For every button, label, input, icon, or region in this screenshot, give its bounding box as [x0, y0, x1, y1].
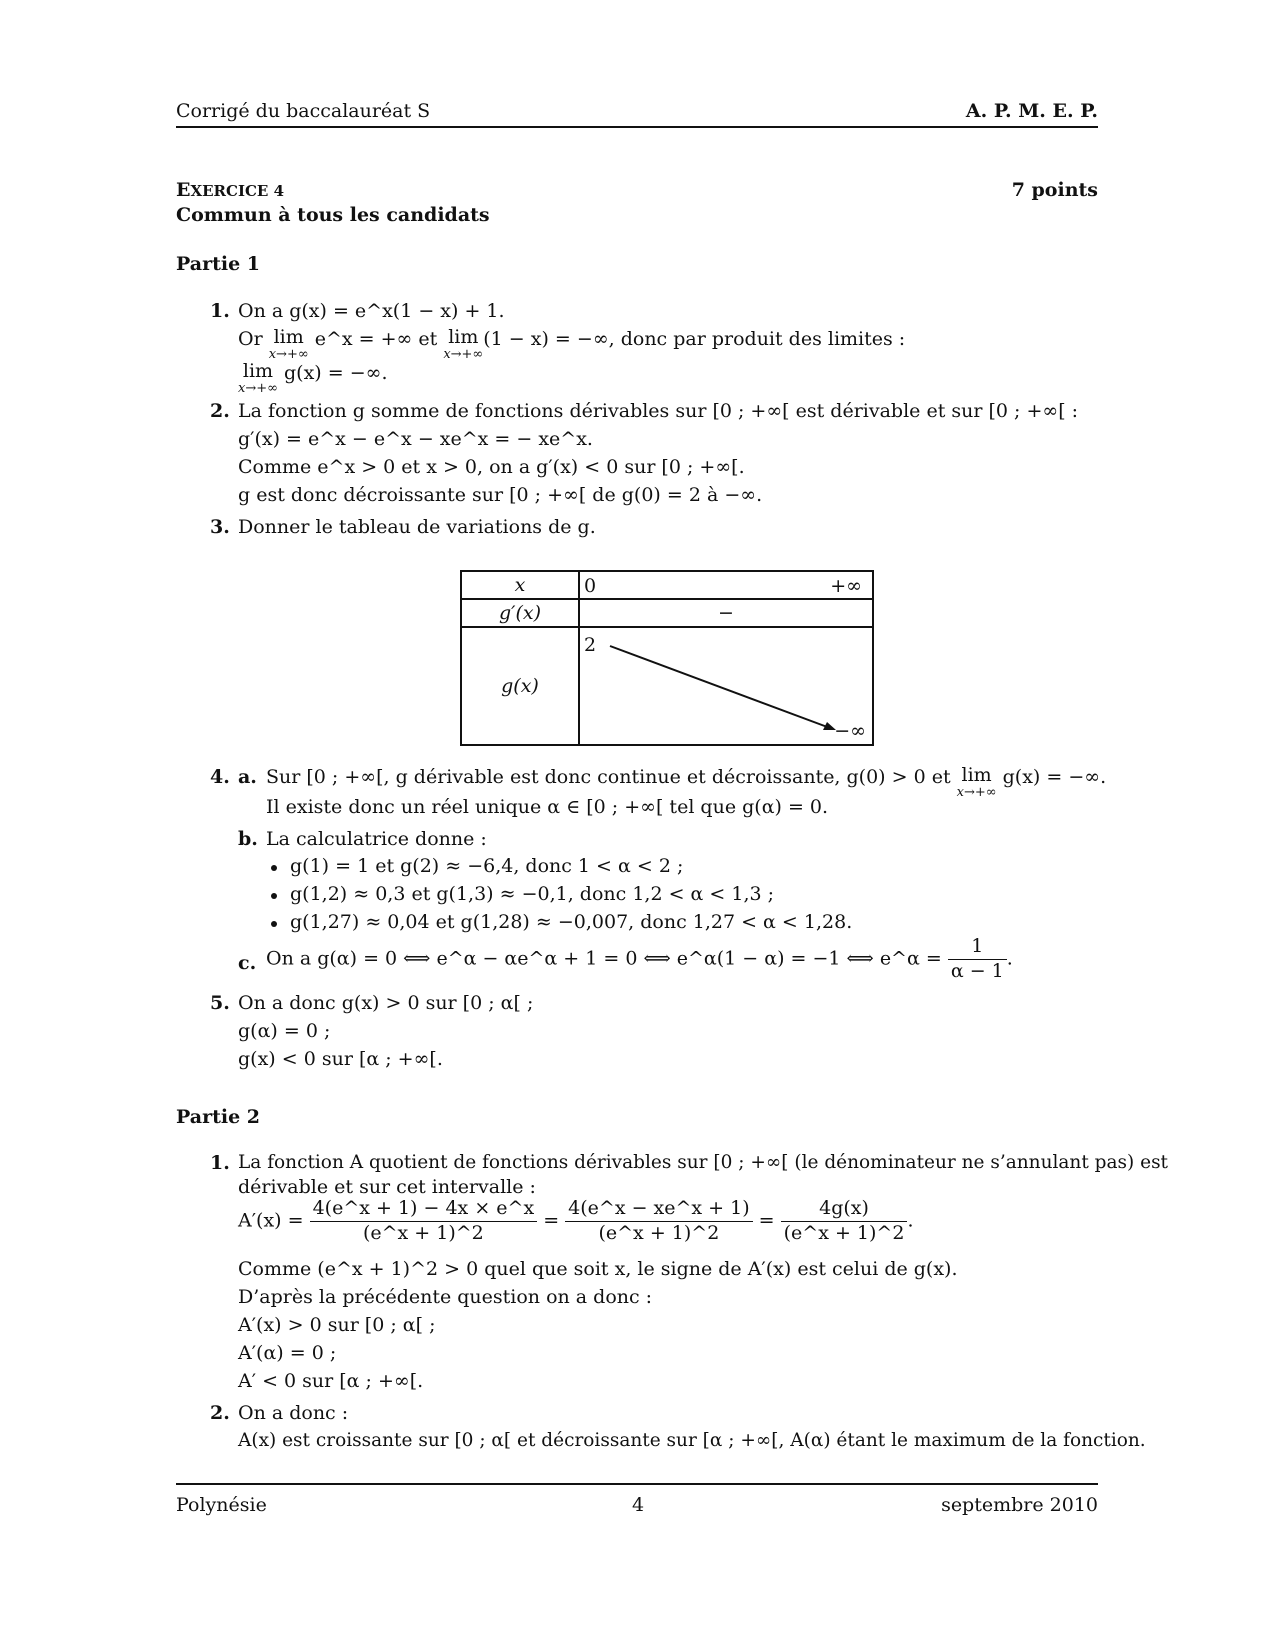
bullet-icon: [271, 865, 277, 871]
q5-line1: On a donc g(x) > 0 sur [0 ; α[ ;: [238, 992, 534, 1014]
exercise-subtitle: Commun à tous les candidats: [176, 204, 490, 226]
part2-title: Partie 2: [176, 1106, 261, 1128]
q2-number: 2.: [210, 400, 230, 422]
p2-q1-line5: D’après la précédente question on a donc :: [238, 1286, 653, 1308]
q4b-label: b.: [238, 828, 258, 850]
header-right: A. P. M. E. P.: [965, 100, 1098, 122]
footer-left: Polynésie: [176, 1494, 267, 1516]
q3-number: 3.: [210, 516, 230, 538]
q1-line2: Or lim x→+∞ e^x = +∞ et lim x→+∞ (1 − x) = −∞, donc par produit des limites :: [238, 326, 906, 362]
q4a-line2: Il existe donc un réel unique α ∈ [0 ; +∞[ tel que g(α) = 0.: [266, 796, 829, 818]
q1-line3: lim x→+∞ g(x) = −∞.: [238, 360, 388, 396]
table-two: 2: [584, 634, 597, 656]
q2-line1: La fonction g somme de fonctions dérivables sur [0 ; +∞[ est dérivable et sur [0 ; +∞[ :: [238, 400, 1079, 422]
q5-number: 5.: [210, 992, 230, 1014]
variation-table: [460, 570, 874, 746]
p2-q1-line4: Comme (e^x + 1)^2 > 0 quel que soit x, le signe de A′(x) est celui de g(x).: [238, 1258, 958, 1280]
q4c-label: c.: [238, 952, 257, 974]
q4b-bullet-1: g(1) = 1 et g(2) ≈ −6,4, donc 1 < α < 2 ;: [290, 855, 684, 877]
q1-line1: On a g(x) = e^x(1 − x) + 1.: [238, 300, 505, 322]
p2-q1-line2: dérivable et sur cet intervalle :: [238, 1176, 536, 1198]
decreasing-arrow-icon: [580, 628, 872, 746]
table-x-values: [579, 571, 873, 599]
table-plus-inf: +∞: [830, 575, 862, 597]
q1-number: 1.: [210, 300, 230, 322]
q4a-line1: Sur [0 ; +∞[, g dérivable est donc continue et décroissante, g(0) > 0 et lim x→+∞ g(x) = −∞.: [266, 764, 1107, 800]
p2-q2-line1: On a donc :: [238, 1402, 349, 1424]
table-x-label: x: [461, 571, 579, 599]
p2-q1-line6: A′(x) > 0 sur [0 ; α[ ;: [238, 1314, 436, 1336]
q5-line2: g(α) = 0 ;: [238, 1020, 331, 1042]
q4a-label: a.: [238, 766, 257, 788]
p2-q1-line7: A′(α) = 0 ;: [238, 1342, 337, 1364]
p2-q1-number: 1.: [210, 1152, 230, 1174]
q4b-text: La calculatrice donne :: [266, 828, 487, 850]
p2-q2-line2: A(x) est croissante sur [0 ; α[ et décroissante sur [α ; +∞[, A(α) étant le maximum de la fonction.: [238, 1430, 1146, 1451]
q5-line3: g(x) < 0 sur [α ; +∞[.: [238, 1048, 443, 1070]
header-rule: [176, 126, 1098, 128]
p2-q2-number: 2.: [210, 1402, 230, 1424]
q2-line2: g′(x) = e^x − e^x − xe^x = − xe^x.: [238, 428, 593, 450]
page-number: 4: [632, 1494, 645, 1516]
p2-q1-derivative: A′(x) = $\frac{4(e\^{}x + 1) - 4x \times e\^{}x}{(e\^{}x + 1)\^{}2}$ = $\frac{4(e\^{}x - xe\^{}x + 1)}{(e\^{}x + 1)\^{}2}$ = $\frac{4g(x)}{(e\^{}x + 1)\^{}2}$ .: [238, 1197, 914, 1244]
q3-text: Donner le tableau de variations de g.: [238, 516, 596, 538]
q4b-bullet-3: g(1,27) ≈ 0,04 et g(1,28) ≈ −0,007, donc 1,27 < α < 1,28.: [290, 911, 853, 933]
table-sign: −: [579, 599, 873, 627]
q2-line3: Comme e^x > 0 et x > 0, on a g′(x) < 0 sur [0 ; +∞[.: [238, 456, 745, 478]
table-variation-cell: [579, 627, 873, 745]
p2-q1-line8: A′ < 0 sur [α ; +∞[.: [238, 1370, 424, 1392]
table-gx-label: g(x): [461, 627, 579, 745]
exercise-points: 7 points: [1011, 179, 1098, 201]
bullet-icon: [271, 893, 277, 899]
table-zero: 0: [584, 575, 597, 597]
header-left: Corrigé du baccalauréat S: [176, 100, 431, 122]
footer-rule: [176, 1483, 1098, 1485]
p2-q1-line1: La fonction A quotient de fonctions dérivables sur [0 ; +∞[ (le dénominateur ne s’annulant pas) est: [238, 1152, 1168, 1173]
table-gprime-label: g′(x): [461, 599, 579, 627]
q4c-line: On a g(α) = 0 ⟺ e^α − αe^α + 1 = 0 ⟺ e^α(1 − α) = −1 ⟺ e^α = $\frac{1}{\alpha - 1}$ .: [266, 935, 1013, 982]
q2-line4: g est donc décroissante sur [0 ; +∞[ de g(0) = 2 à −∞.: [238, 484, 763, 506]
exercise-title: EXERCICE 4: [176, 179, 285, 201]
table-minus-inf: −∞: [834, 720, 866, 742]
q4-number: 4.: [210, 766, 230, 788]
bullet-icon: [271, 921, 277, 927]
q4b-bullet-2: g(1,2) ≈ 0,3 et g(1,3) ≈ −0,1, donc 1,2 < α < 1,3 ;: [290, 883, 775, 905]
footer-right: septembre 2010: [941, 1494, 1098, 1516]
part1-title: Partie 1: [176, 253, 261, 275]
